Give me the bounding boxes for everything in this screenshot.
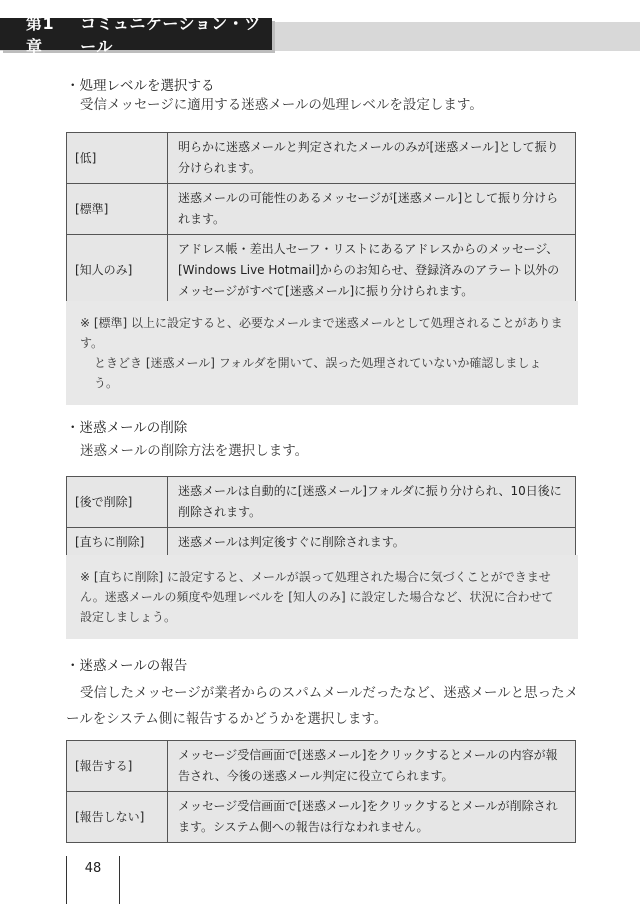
note-line: ときどき [迷惑メール] フォルダを開いて、誤った処理されていないか確認しましょう。 [94, 356, 542, 390]
section-title-processing-level: ・処理レベルを選択する [66, 78, 215, 94]
table-label: [報告する] [67, 741, 168, 792]
table-desc: 迷惑メールの可能性のあるメッセージが[迷惑メール]として振り分けられます。 [168, 184, 576, 235]
section-title-delete: ・迷惑メールの削除 [66, 420, 188, 436]
note-delete [66, 555, 578, 639]
chapter-number: 第1章 [26, 14, 55, 56]
table-row [67, 235, 576, 307]
table-label: [知人のみ] [67, 235, 168, 307]
table-row [67, 184, 576, 235]
table-label: [報告しない] [67, 792, 168, 843]
table-desc: アドレス帳・差出人セーフ・リストにあるアドレスからのメッセージ、[Windows Live Hotmail]からのお知らせ、登録済みのアラート以外のメッセージがすべて[迷惑メール]に振り分けられます。 [168, 235, 576, 307]
page-number-text: 48 [84, 861, 102, 876]
section-text-report: 受信したメッセージが業者からのスパムメールだったなど、迷惑メールと思ったメールをシステム側に報告するかどうかを選択します。 [66, 685, 579, 727]
table-desc: 迷惑メールは判定後すぐに削除されます。 [168, 528, 576, 558]
table-desc: 明らかに迷惑メールと判定されたメールのみが[迷惑メール]として振り分けられます。 [168, 133, 576, 184]
table-row [67, 741, 576, 792]
table-desc: メッセージ受信画面で[迷惑メール]をクリックするとメールの内容が報告され、今後の迷惑メール判定に役立てられます。 [168, 741, 576, 792]
note-line: ※ [直ちに削除] に設定すると、メールが誤って処理された場合に気づくことができません。迷惑メールの頻度や処理レベルを [知人のみ] に設定した場合など、状況に合わせて設定しましょう。 [80, 570, 554, 624]
section-title-report: ・迷惑メールの報告 [66, 658, 188, 674]
table-row [67, 792, 576, 843]
table-row [67, 528, 576, 558]
section-text-processing-level: 受信メッセージに適用する迷惑メールの処理レベルを設定します。 [80, 97, 483, 113]
chapter-title: コミュニケーション・ツール [80, 14, 261, 56]
page-number [66, 856, 120, 904]
table-label: [低] [67, 133, 168, 184]
note-line: ※ [標準] 以上に設定すると、必要なメールまで迷惑メールとして処理されることがあります。 [80, 316, 563, 350]
report-table [66, 740, 576, 843]
table-desc: 迷惑メールは自動的に[迷惑メール]フォルダに振り分けられ、10日後に削除されます。 [168, 477, 576, 528]
table-row [67, 133, 576, 184]
table-label: [標準] [67, 184, 168, 235]
note-processing-level [66, 301, 578, 405]
delete-table [66, 476, 576, 558]
table-desc: メッセージ受信画面で[迷惑メール]をクリックするとメールが削除されます。システム側への報告は行なわれません。 [168, 792, 576, 843]
section-text-delete: 迷惑メールの削除方法を選択します。 [80, 443, 309, 459]
table-label: [直ちに削除] [67, 528, 168, 558]
table-label: [後で削除] [67, 477, 168, 528]
table-row [67, 477, 576, 528]
processing-level-table [66, 132, 576, 307]
chapter-header [0, 14, 272, 56]
